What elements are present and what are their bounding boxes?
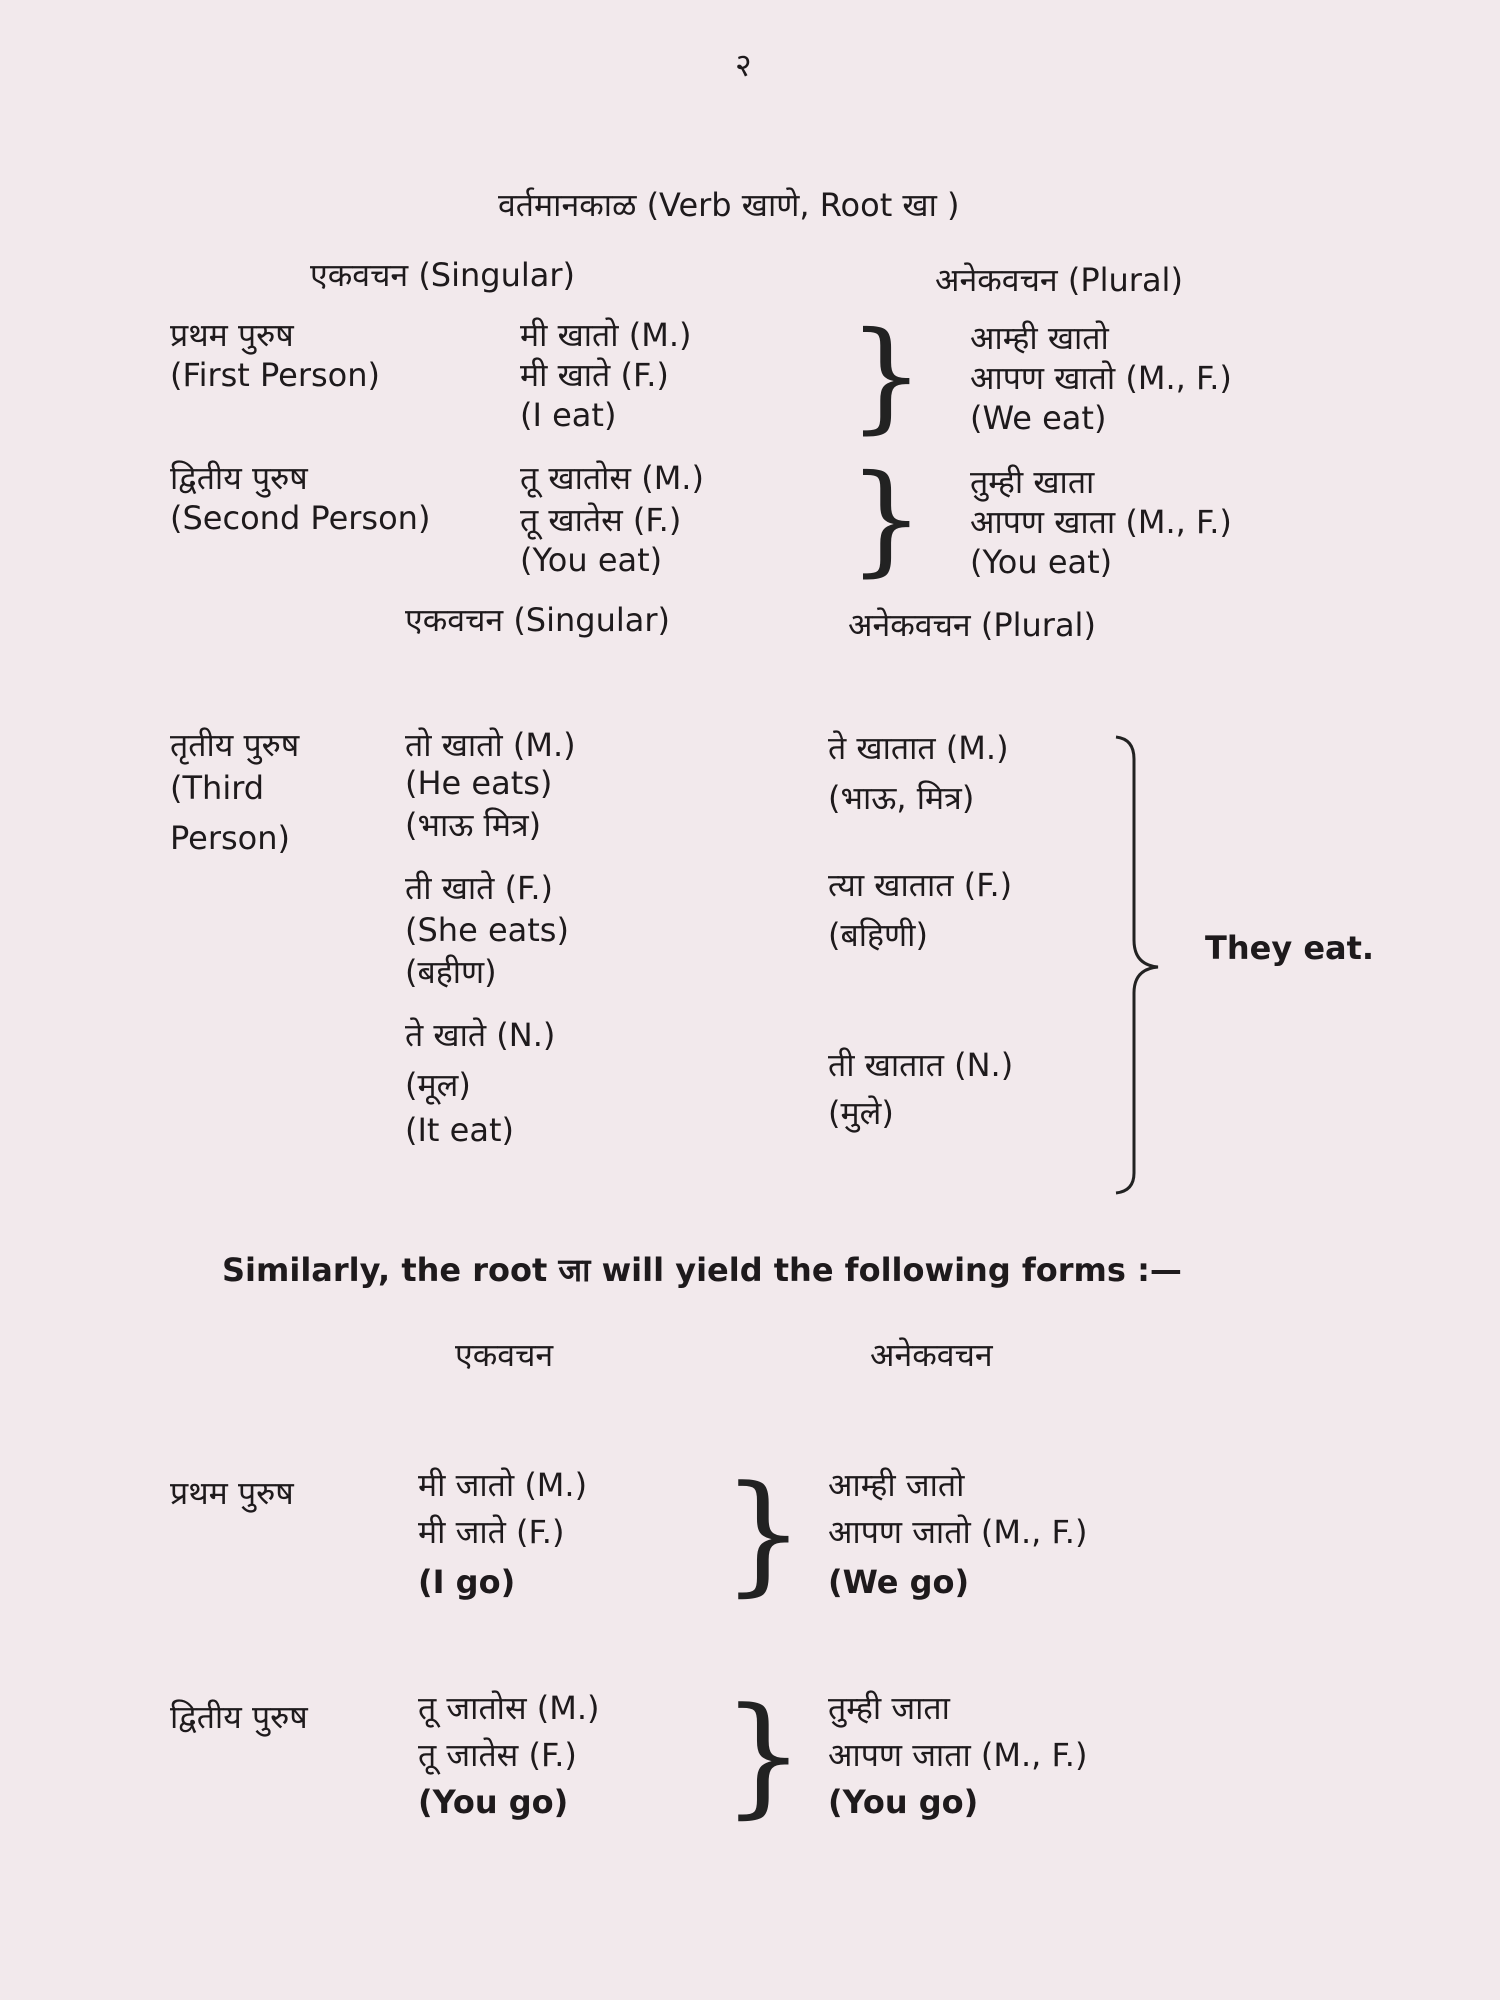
- go-second-sg: तू जातेस (F.): [418, 1736, 577, 1774]
- first-pl-line: आम्ही खातो: [970, 319, 1109, 357]
- go-first-pl: आम्ही जातो: [828, 1466, 965, 1504]
- go-singular-heading: एकवचन: [455, 1336, 554, 1374]
- singular-heading: एकवचन (Singular): [310, 256, 576, 294]
- third-neut-pl: (मुले): [828, 1094, 894, 1132]
- second-sg-line: (You eat): [520, 541, 663, 579]
- go-second-sg: तू जातोस (M.): [418, 1689, 600, 1727]
- third-masc-sg: तो खातो (M.): [405, 726, 576, 764]
- first-pl-line: आपण खातो (M., F.): [970, 359, 1232, 397]
- brace-go-second: }: [722, 1679, 805, 1831]
- go-plural-heading: अनेकवचन: [870, 1336, 993, 1374]
- third-neut-sg: (मूल): [405, 1066, 471, 1104]
- go-second-pl: (You go): [828, 1783, 979, 1821]
- third-fem-pl: त्या खातात (F.): [828, 866, 1013, 904]
- first-person-label: प्रथम पुरुष: [170, 316, 294, 354]
- go-second-pl: आपण जाता (M., F.): [828, 1736, 1088, 1774]
- second-pl-line: आपण खाता (M., F.): [970, 503, 1232, 541]
- first-sg-line: मी खाते (F.): [520, 356, 669, 394]
- first-pl-line: (We eat): [970, 399, 1107, 437]
- they-eat-label: They eat.: [1205, 929, 1375, 967]
- go-first-label: प्रथम पुरुष: [170, 1474, 294, 1512]
- third-fem-sg: (She eats): [405, 911, 569, 949]
- first-person-label-en: (First Person): [170, 356, 381, 394]
- third-masc-sg: (भाऊ मित्र): [405, 806, 542, 844]
- similarly-intro: Similarly, the root जा will yield the following forms :—: [222, 1251, 1182, 1289]
- third-neut-sg: (It eat): [405, 1111, 514, 1149]
- plural-heading: अनेकवचन (Plural): [935, 261, 1183, 299]
- third-neut-pl: ती खातात (N.): [828, 1046, 1014, 1084]
- third-masc-pl: ते खातात (M.): [828, 729, 1009, 767]
- go-first-sg: मी जाते (F.): [418, 1513, 565, 1551]
- third-neut-sg: ते खाते (N.): [405, 1016, 556, 1054]
- third-fem-sg: ती खाते (F.): [405, 869, 553, 907]
- third-person-label: (Third: [170, 769, 265, 807]
- brace-go-first: }: [722, 1457, 805, 1609]
- third-fem-sg: (बहीण): [405, 953, 497, 991]
- third-fem-pl: (बहिणी): [828, 916, 928, 954]
- second-person-label: द्वितीय पुरुष: [170, 459, 308, 497]
- third-person-label: Person): [170, 819, 291, 857]
- go-first-pl: (We go): [828, 1563, 970, 1601]
- third-singular-heading: एकवचन (Singular): [405, 601, 671, 639]
- second-pl-line: तुम्ही खाता: [970, 463, 1095, 501]
- page-number: २: [735, 46, 752, 84]
- go-first-pl: आपण जातो (M., F.): [828, 1513, 1088, 1551]
- second-person-label-en: (Second Person): [170, 499, 431, 537]
- second-sg-line: तू खातोस (M.): [520, 459, 704, 497]
- third-person-label: तृतीय पुरुष: [170, 726, 300, 764]
- second-sg-line: तू खातेस (F.): [520, 501, 682, 539]
- third-plural-heading: अनेकवचन (Plural): [848, 606, 1096, 644]
- first-sg-line: (I eat): [520, 396, 617, 434]
- second-pl-line: (You eat): [970, 543, 1113, 581]
- go-second-label: द्वितीय पुरुष: [170, 1698, 308, 1736]
- go-first-sg: मी जातो (M.): [418, 1466, 588, 1504]
- brace-first: }: [848, 307, 925, 446]
- go-first-sg: (I go): [418, 1563, 516, 1601]
- go-second-pl: तुम्ही जाता: [828, 1689, 950, 1727]
- third-masc-pl: (भाऊ, मित्र): [828, 779, 975, 817]
- third-masc-sg: (He eats): [405, 764, 553, 802]
- go-second-sg: (You go): [418, 1783, 569, 1821]
- big-brace: [1112, 735, 1172, 1195]
- brace-second: }: [848, 450, 925, 589]
- present-tense-title: वर्तमानकाळ (Verb खाणे, Root खा ): [498, 186, 960, 224]
- first-sg-line: मी खातो (M.): [520, 316, 692, 354]
